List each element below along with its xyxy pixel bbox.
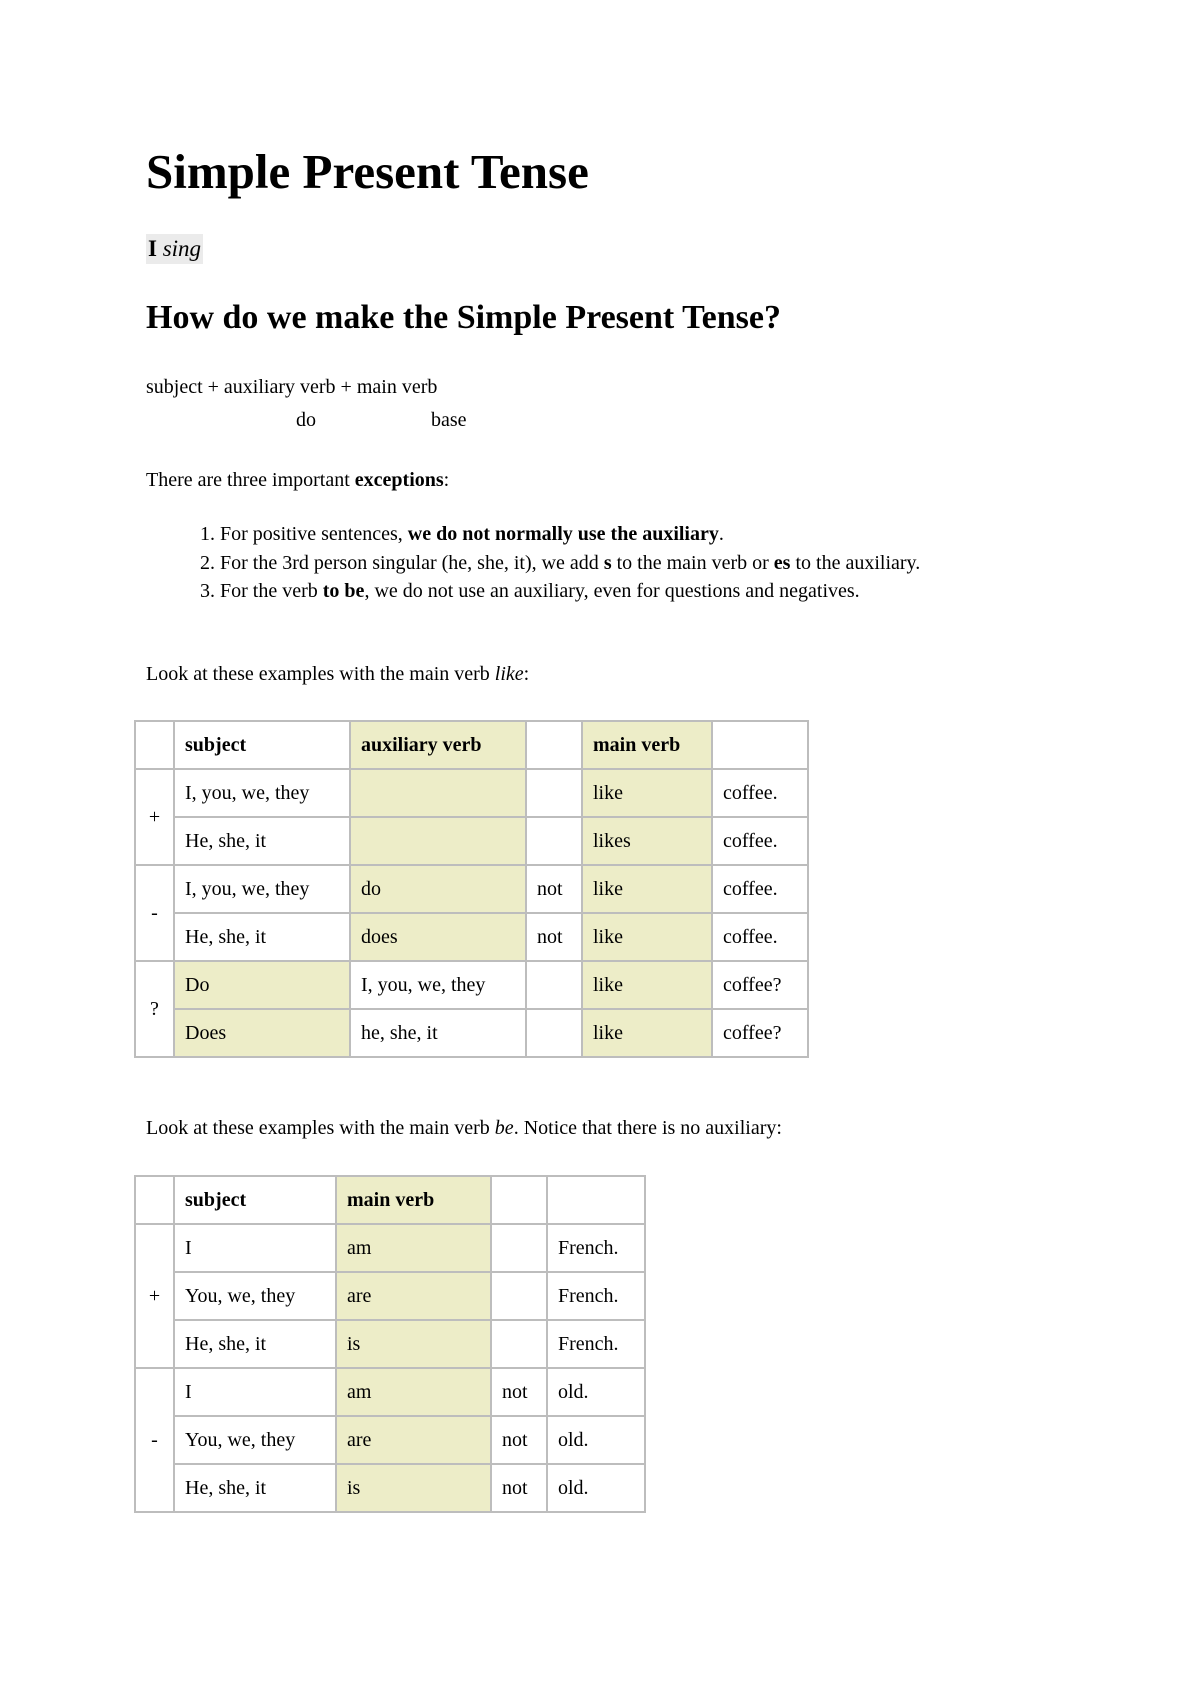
table-cell: I: [174, 1368, 336, 1416]
table-cell: is: [336, 1320, 491, 1368]
table-row: [135, 769, 808, 817]
table-header-row: [135, 721, 808, 769]
sign-cell: -: [135, 865, 174, 961]
table-cell: I: [174, 1224, 336, 1272]
table-cell: are: [336, 1272, 491, 1320]
table-cell: likes: [582, 817, 712, 865]
table-cell: [526, 1009, 582, 1057]
table-cell: old.: [547, 1416, 645, 1464]
be-intro-verb: be: [494, 1117, 514, 1139]
section-heading: How do we make the Simple Present Tense?: [146, 299, 781, 336]
table-cell: like: [582, 913, 712, 961]
table-cell: [350, 817, 526, 865]
table-cell: He, she, it: [174, 1320, 336, 1368]
table-cell: I, you, we, they: [174, 769, 350, 817]
table-cell: not: [491, 1416, 547, 1464]
formula-main-form: base: [431, 409, 467, 431]
table-cell: Does: [174, 1009, 350, 1057]
intro-text: There are three important: [146, 469, 355, 491]
table-cell: not: [491, 1464, 547, 1512]
example-sentence: [146, 234, 203, 264]
table-row: [135, 817, 808, 865]
sign-cell: -: [135, 1368, 174, 1512]
table-cell: coffee.: [712, 913, 808, 961]
table-cell: [526, 817, 582, 865]
table-cell: like: [582, 865, 712, 913]
table-cell: old.: [547, 1368, 645, 1416]
header-cell: subject: [174, 721, 350, 769]
header-cell: [491, 1176, 547, 1224]
header-cell: main verb: [582, 721, 712, 769]
table-cell: he, she, it: [350, 1009, 526, 1057]
table-cell: not: [526, 913, 582, 961]
formula-line: subject + auxiliary verb + main verb: [146, 376, 438, 398]
table-cell: not: [526, 865, 582, 913]
table-cell: I, you, we, they: [174, 865, 350, 913]
header-corner-cell: [135, 721, 174, 769]
table-cell: Do: [174, 961, 350, 1009]
table-row: [135, 1464, 645, 1512]
table-cell: [491, 1224, 547, 1272]
page-title: Simple Present Tense: [146, 144, 589, 199]
header-cell: auxiliary verb: [350, 721, 526, 769]
list-text: For the 3rd person singular (he, she, it), we add: [220, 551, 604, 574]
table-cell: [526, 769, 582, 817]
header-corner-cell: [135, 1176, 174, 1224]
example-verb: sing: [162, 236, 202, 261]
table-row: [135, 913, 808, 961]
table-header-row: [135, 1176, 645, 1224]
be-intro-text: Look at these examples with the main verb: [146, 1117, 495, 1139]
table-cell: coffee?: [712, 961, 808, 1009]
list-bold: es: [773, 551, 791, 574]
example-subject: I: [148, 236, 157, 261]
exceptions-intro: [146, 466, 449, 494]
be-table: [134, 1175, 646, 1513]
table-cell: am: [336, 1224, 491, 1272]
like-intro-verb: like: [494, 663, 524, 685]
table-row: [135, 1416, 645, 1464]
table-cell: You, we, they: [174, 1416, 336, 1464]
header-cell: [526, 721, 582, 769]
table-cell: You, we, they: [174, 1272, 336, 1320]
list-bold: we do not normally use the auxiliary: [407, 523, 719, 545]
table-row: [135, 961, 808, 1009]
like-intro-end: :: [523, 663, 530, 685]
header-cell: main verb: [336, 1176, 491, 1224]
table-row: [135, 865, 808, 913]
table-row: [135, 1224, 645, 1272]
table-cell: French.: [547, 1224, 645, 1272]
intro-bold: exceptions: [354, 469, 444, 491]
header-cell: [712, 721, 808, 769]
table-cell: not: [491, 1368, 547, 1416]
table-cell: coffee.: [712, 817, 808, 865]
table-cell: coffee.: [712, 769, 808, 817]
table-cell: I, you, we, they: [350, 961, 526, 1009]
table-cell: like: [582, 1009, 712, 1057]
list-item: [220, 520, 1060, 549]
table-cell: does: [350, 913, 526, 961]
list-text: .: [718, 523, 724, 545]
table-row: [135, 1320, 645, 1368]
list-bold: to be: [322, 580, 365, 602]
list-bold: s: [603, 551, 612, 574]
list-text: to the main verb or: [611, 551, 774, 574]
table-cell: are: [336, 1416, 491, 1464]
table-row: [135, 1272, 645, 1320]
exceptions-list: [146, 520, 1060, 606]
table-cell: do: [350, 865, 526, 913]
table-row: [135, 1368, 645, 1416]
list-item: [220, 577, 1060, 606]
table-cell: [491, 1272, 547, 1320]
list-text: For the verb: [220, 580, 323, 602]
header-cell: subject: [174, 1176, 336, 1224]
table-cell: [491, 1320, 547, 1368]
be-intro-end: . Notice that there is no auxiliary:: [513, 1117, 782, 1139]
like-intro-text: Look at these examples with the main verb: [146, 663, 495, 685]
table-cell: old.: [547, 1464, 645, 1512]
header-cell: [547, 1176, 645, 1224]
table-cell: is: [336, 1464, 491, 1512]
sign-cell: +: [135, 1224, 174, 1368]
sign-cell: ?: [135, 961, 174, 1057]
formula: [146, 372, 467, 432]
table-cell: He, she, it: [174, 913, 350, 961]
list-item: [220, 549, 1060, 578]
table-row: [135, 1009, 808, 1057]
formula-aux-form: do: [296, 409, 316, 431]
table-cell: He, she, it: [174, 1464, 336, 1512]
table-cell: like: [582, 961, 712, 1009]
table-cell: coffee.: [712, 865, 808, 913]
table-cell: like: [582, 769, 712, 817]
table-cell: French.: [547, 1272, 645, 1320]
table-cell: coffee?: [712, 1009, 808, 1057]
list-text: For positive sentences,: [220, 523, 408, 545]
table-cell: He, she, it: [174, 817, 350, 865]
table-cell: French.: [547, 1320, 645, 1368]
be-intro: [146, 1114, 782, 1142]
list-text: to the auxiliary.: [790, 551, 921, 574]
sign-cell: +: [135, 769, 174, 865]
intro-end: :: [443, 469, 450, 491]
table-cell: am: [336, 1368, 491, 1416]
like-intro: [146, 660, 529, 688]
table-cell: [350, 769, 526, 817]
list-text: , we do not use an auxiliary, even for questions and negatives.: [364, 580, 860, 602]
table-cell: [526, 961, 582, 1009]
like-table: [134, 720, 809, 1058]
